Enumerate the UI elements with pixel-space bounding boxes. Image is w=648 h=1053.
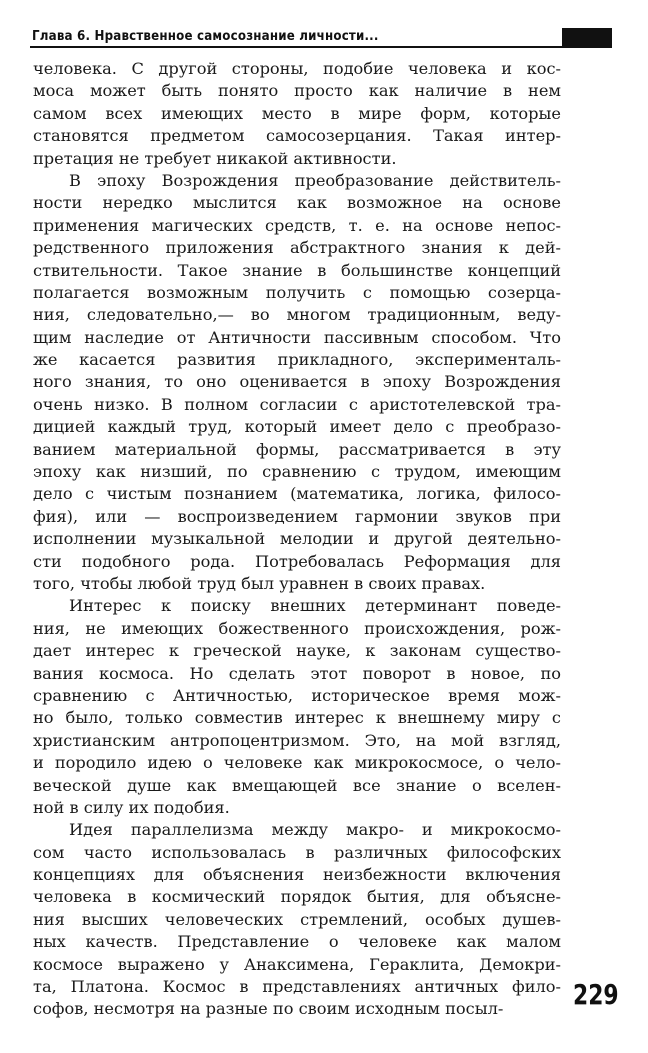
text-line: В эпоху Возрождения преобразование действитель-	[69, 170, 561, 190]
text-line: и породило идею о человеке как микрокосмосе, о чело-	[33, 753, 561, 773]
text-line: ности нередко мыслится как возможное на основе	[33, 193, 561, 213]
text-line: та, Платона. Космос в представлениях античных фило-	[33, 977, 561, 997]
text-line: вания космоса. Но сделать этот поворот в новое, по	[33, 663, 561, 683]
text-line: ного знания, то оно оценивается в эпоху Возрождения	[33, 372, 561, 392]
text-line: человека. С другой стороны, подобие человека и кос-	[33, 59, 561, 78]
text-line: ния высших человеческих стремлений, особых душев-	[33, 909, 561, 929]
text-line: моса может быть понято просто как наличие в нем	[33, 81, 561, 101]
paragraph	[33, 58, 561, 170]
text-line: ния, следовательно,— во многом традиционным, веду-	[33, 305, 561, 325]
text-line: исполнении музыкальной мелодии и другой деятельно-	[33, 529, 561, 549]
text-line: концепциях для объяснения неизбежности включения	[33, 865, 561, 885]
text-line: претация не требует никакой активности.	[33, 148, 397, 168]
header-rule	[30, 46, 612, 48]
text-line: ствительности. Такое знание в большинстве концепций	[33, 260, 561, 280]
text-line: космосе выражено у Анаксимена, Гераклита, Демокри-	[33, 954, 561, 974]
paragraph	[33, 170, 561, 595]
text-line: щим наследие от Античности пассивным способом. Что	[33, 327, 561, 347]
text-line: очень низко. В полном согласии с аристотелевской тра-	[33, 394, 561, 414]
text-line: сти подобного рода. Потребовалась Реформация для	[33, 551, 561, 571]
text-line: дает интерес к греческой науке, к законам существо-	[33, 641, 561, 661]
text-line: самом всех имеющих место в мире форм, которые	[33, 103, 561, 123]
text-line: того, чтобы любой труд был уравнен в своих правах.	[33, 573, 486, 593]
text-line: дицией каждый труд, который имеет дело с преобразо-	[33, 417, 561, 437]
paragraph	[33, 819, 561, 1021]
text-line: человека в космический порядок бытия, для объясне-	[33, 887, 561, 907]
page-number: 229	[573, 978, 619, 1011]
body-text	[33, 58, 561, 1021]
text-line: Идея параллелизма между макро- и микрокосмо-	[69, 820, 561, 840]
text-line: эпоху как низший, по сравнению с трудом, имеющим	[33, 462, 561, 482]
text-line: редственного приложения абстрактного знания к дей-	[33, 238, 561, 258]
text-line: ванием материальной формы, рассматривается в эту	[33, 439, 561, 459]
running-header	[30, 26, 612, 48]
text-line: дело с чистым познанием (математика, логика, филосо-	[33, 484, 561, 504]
text-line: же касается развития прикладного, эксперименталь-	[33, 350, 561, 370]
text-line: ных качеств. Представление о человеке как малом	[33, 932, 561, 952]
running-title: Глава 6. Нравственное самосознание личности...	[32, 28, 379, 44]
text-line: сом часто использовалась в различных философских	[33, 842, 561, 862]
text-line: софов, несмотря на разные по своим исходным посыл-	[33, 999, 504, 1019]
text-line: применения магических средств, т. е. на основе непос-	[33, 215, 561, 235]
text-line: Интерес к поиску внешних детерминант поведе-	[69, 596, 561, 616]
text-line: ния, не имеющих божественного происхождения, рож-	[33, 618, 561, 638]
text-line: но было, только совместив интерес к внешнему миру с	[33, 708, 561, 728]
header-black-block	[562, 28, 612, 47]
text-line: полагается возможным получить с помощью созерца-	[33, 282, 561, 302]
text-line: христианским антропоцентризмом. Это, на мой взгляд,	[33, 730, 561, 750]
text-line: ной в силу их подобия.	[33, 797, 230, 817]
text-line: сравнению с Античностью, историческое время мож-	[33, 685, 561, 705]
text-line: фия), или — воспроизведением гармонии звуков при	[33, 506, 561, 526]
text-line: становятся предметом самосозерцания. Такая интер-	[33, 126, 561, 146]
paragraph	[33, 595, 561, 819]
text-line: веческой душе как вмещающей все знание о вселен-	[33, 775, 561, 795]
